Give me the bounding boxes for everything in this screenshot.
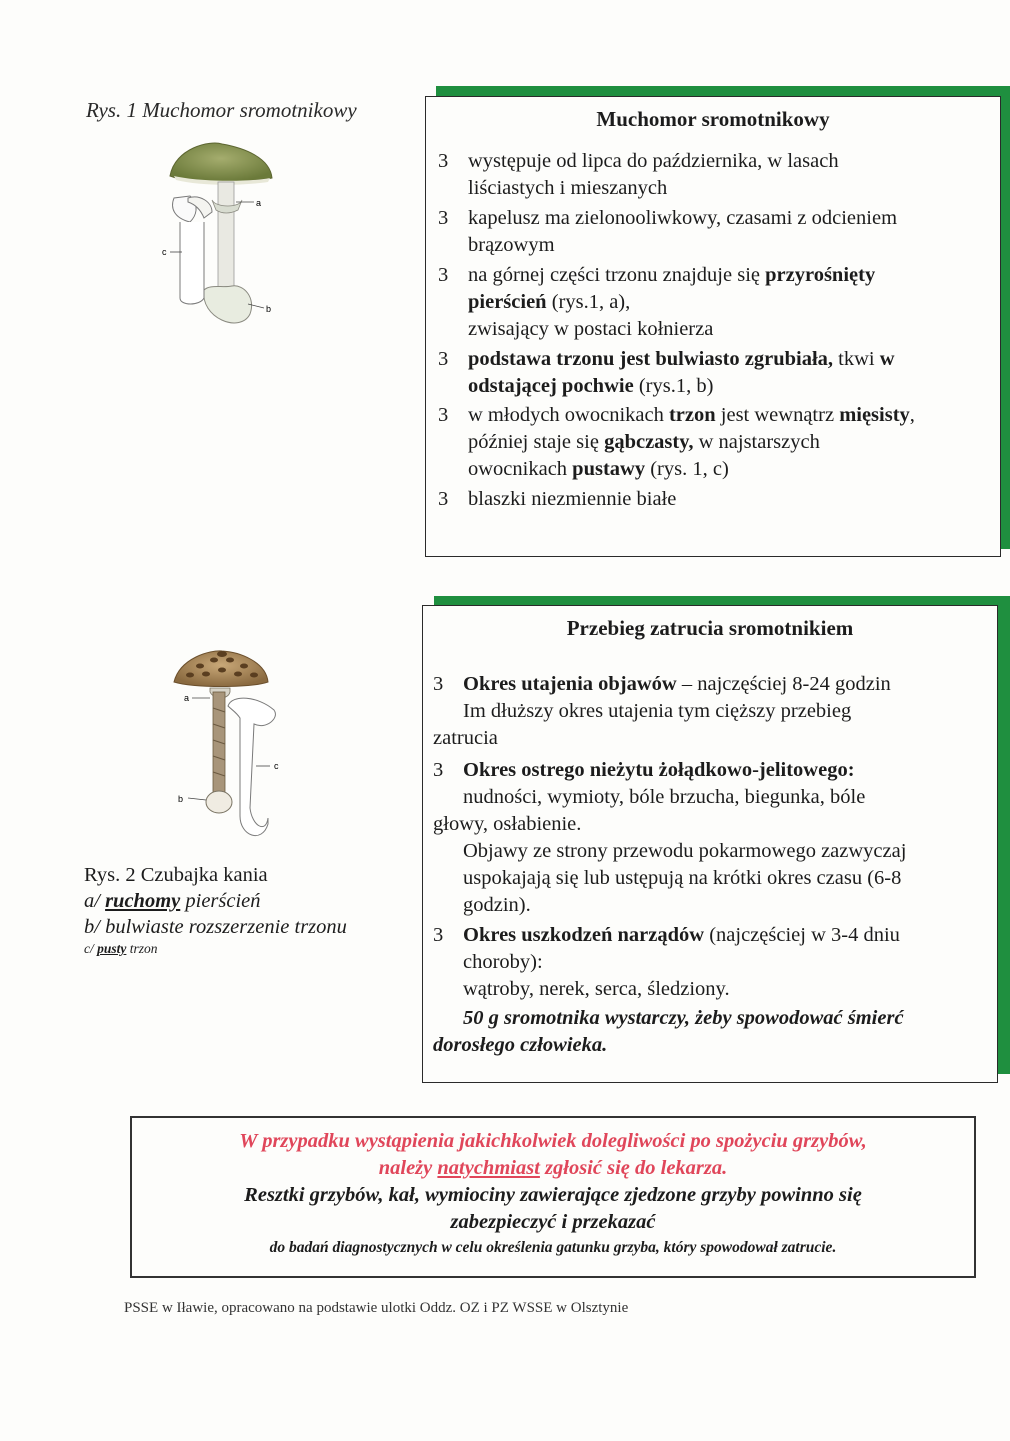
- warning-line3: Resztki grzybów, kał, wymiociny zawierające zjedzone grzyby powinno się: [244, 1184, 862, 1206]
- figure2-caption-b: b/ bulwiaste rozszerzenie trzonu: [84, 916, 347, 938]
- list-item: 3 Okres ostrego nieżytu żołądkowo-jelitowego: nudności, wymioty, bóle brzucha, biegunka, bóle głowy, osłabienie. Objawy ze strony przewodu pokarmowego zazwyczaj uspokajają się lub ustępują na krótki okres czasu (6-8 godzin).: [433, 759, 907, 916]
- parasol-mushroom-illustration: [170, 648, 290, 844]
- box2-title: Przebieg zatrucia sromotnikiem: [566, 616, 854, 640]
- figure1-caption: Rys. 1 Muchomor sromotnikowy: [86, 98, 357, 122]
- figure2-caption-c: c/ pusty trzon: [84, 941, 158, 956]
- list-item: 3 na górnej części trzonu znajduje się przyrośnięty pierścień (rys.1, a), zwisający w postaci kołnierza: [438, 264, 876, 340]
- death-cap-info-box: [425, 96, 1001, 557]
- box1-title: Muchomor sromotnikowy: [596, 107, 830, 131]
- figure2-label-b: b: [178, 794, 184, 804]
- death-cap-illustration: [160, 138, 280, 338]
- list-item: 3 występuje od lipca do października, w lasach liściastych i mieszanych: [438, 150, 839, 199]
- list-item: 3 Okres utajenia objawów – najczęściej 8-24 godzin Im dłuższy okres utajenia tym cięższy przebieg zatrucia: [433, 673, 891, 749]
- warning-line5: do badań diagnostycznych w celu określenia gatunku grzyba, który spowodował zatrucie.: [269, 1239, 837, 1256]
- warning-line4: zabezpieczyć i przekazać: [450, 1211, 656, 1233]
- figure1-label-c: c: [162, 247, 167, 257]
- figure2-label-c: c: [274, 761, 279, 771]
- footer-source: PSSE w Iławie, opracowano na podstawie ulotki Oddz. OZ i PZ WSSE w Olsztynie: [124, 1300, 629, 1316]
- fatal-dose-note: 50 g sromotnika wystarczy, żeby spowodować śmierć dorosłego człowieka.: [433, 1007, 904, 1056]
- list-item: 3 podstawa trzonu jest bulwiasto zgrubiała, tkwi w odstającej pochwie (rys.1, b): [438, 348, 895, 397]
- list-item: 3 Okres uszkodzeń narządów (najczęściej w 3-4 dniu choroby): wątroby, nerek, serca, śledziony.: [433, 924, 900, 1000]
- warning-red-line2: należy natychmiast zgłosić się do lekarza.: [378, 1157, 728, 1179]
- figure1-label-a: a: [256, 198, 262, 208]
- list-item: 3 w młodych owocnikach trzon jest wewnątrz mięsisty, później staje się gąbczasty, w najstarszych owocnikach pustawy (rys. 1, c): [438, 404, 915, 480]
- poisoning-course-box: [422, 605, 998, 1083]
- medical-warning-box: [130, 1116, 976, 1278]
- figure2-label-a: a: [184, 693, 190, 703]
- figure2-caption-title: Rys. 2 Czubajka kania: [84, 864, 268, 886]
- list-item: 3 kapelusz ma zielonooliwkowy, czasami z odcieniem brązowym: [438, 207, 898, 256]
- figure2-caption-a: a/ ruchomy pierścień: [84, 890, 261, 912]
- figure2-caption: [84, 862, 347, 958]
- list-item: 3 blaszki niezmiennie białe: [438, 488, 677, 510]
- warning-red-line1: W przypadku wystąpienia jakichkolwiek dolegliwości po spożyciu grzybów,: [239, 1130, 867, 1152]
- figure1-label-b: b: [266, 304, 272, 314]
